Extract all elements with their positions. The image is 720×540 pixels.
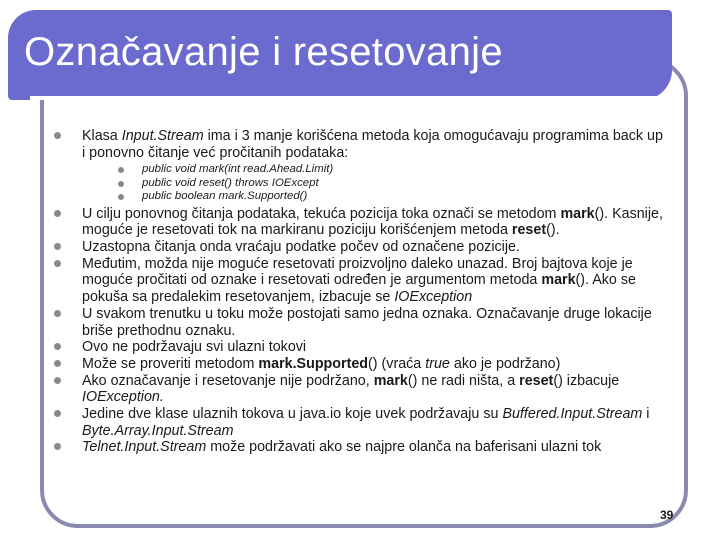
bullet-icon xyxy=(54,132,61,139)
text: () ne radi ništa, a xyxy=(407,372,520,389)
bullet-icon xyxy=(54,310,61,317)
class-name: Buffered.Input.Stream xyxy=(502,406,643,423)
method-name: mark.Supported xyxy=(258,355,369,372)
text: ako je podržano) xyxy=(449,355,561,372)
text: može podržavati ako se najpre olanča na baferisani ulazni tok xyxy=(206,439,602,456)
method-name: mark xyxy=(373,372,408,389)
class-name: Byte.Array.Input.Stream xyxy=(82,422,234,439)
sub-item xyxy=(82,163,664,176)
slide-title: Označavanje i resetovanje xyxy=(24,30,503,74)
bullet-item xyxy=(52,206,664,239)
class-name: Input.Stream xyxy=(121,128,204,144)
text: ima i 3 manje korišćena metoda koja omogućavaju programima back up i ponovno čitanje već pročitanih podataka: xyxy=(82,128,663,161)
bullet-icon xyxy=(54,343,61,350)
bullet-item xyxy=(52,406,664,439)
class-name: Telnet.Input.Stream xyxy=(82,439,207,456)
exception-name: IOException. xyxy=(82,389,164,406)
bullet-item xyxy=(52,128,664,204)
text: Jedine dve klase ulaznih tokova u java.io koje uvek podržavaju su xyxy=(82,406,503,423)
text: Klasa xyxy=(82,128,122,144)
exception-name: IOException xyxy=(394,289,473,306)
method-signature: public boolean mark.Supported() xyxy=(142,190,308,203)
bullet-icon xyxy=(118,167,124,173)
text: Uzastopna čitanja onda vraćaju podatke počev od označene pozicije. xyxy=(82,239,520,256)
method-name: reset xyxy=(519,372,554,389)
method-name: mark xyxy=(541,272,576,289)
text: U svakom trenutku u toku može postojati samo jedna oznaka. Označavanje druge lokacije briše prethodnu oznaku. xyxy=(82,305,652,339)
text: Ako označavanje i resetovanje nije podržano, xyxy=(82,372,374,389)
bullet-icon xyxy=(118,181,124,187)
bullet-icon xyxy=(54,243,61,250)
title-underline xyxy=(30,96,670,100)
text: () izbacuje xyxy=(553,372,620,389)
bullet-item xyxy=(52,373,664,406)
title-bar xyxy=(8,10,672,100)
text: i xyxy=(642,406,650,423)
text: Međutim, možda nije moguće resetovati proizvoljno daleko unazad. Broj bajtova koje je moguće pročitati od oznake i resetovati određen je argumentom metoda xyxy=(82,255,633,289)
text: (). Kasnije, moguće je resetovati tok na markiranu poziciju korišćenjem metoda xyxy=(82,205,663,239)
bullet-item xyxy=(52,339,664,356)
method-name: reset xyxy=(511,222,547,239)
bullet-item xyxy=(52,356,664,373)
sub-item xyxy=(82,177,664,190)
text: Može se proveriti metodom xyxy=(82,355,259,372)
bullet-item xyxy=(52,256,664,306)
bullet-item xyxy=(52,239,664,256)
method-signature: public void reset() throws IOExcept xyxy=(142,176,319,189)
bullet-icon xyxy=(54,360,61,367)
method-name: mark xyxy=(560,205,595,222)
bullet-item xyxy=(52,306,664,339)
bullet-list xyxy=(52,128,664,456)
text: (). Ako se pokuša sa predalekim resetovanjem, izbacuje se xyxy=(82,272,636,306)
page-number: 39 xyxy=(660,508,674,522)
text: U cilju ponovnog čitanja podataka, tekuća pozicija toka označi se metodom xyxy=(82,205,561,222)
bullet-icon xyxy=(54,210,61,217)
sub-list xyxy=(82,163,664,203)
bullet-icon xyxy=(118,194,124,200)
bullet-item xyxy=(52,439,664,456)
bullet-icon xyxy=(54,410,61,417)
bullet-icon xyxy=(54,260,61,267)
sub-item xyxy=(82,190,664,203)
bullet-icon xyxy=(54,377,61,384)
text: (). xyxy=(546,222,560,239)
text: () (vraća xyxy=(368,355,426,372)
method-signature: public void mark(int read.Ahead.Limit) xyxy=(142,163,334,176)
keyword: true xyxy=(425,355,450,372)
slide-content xyxy=(52,128,664,456)
text: Ovo ne podržavaju svi ulazni tokovi xyxy=(82,339,307,356)
bullet-icon xyxy=(54,443,61,450)
